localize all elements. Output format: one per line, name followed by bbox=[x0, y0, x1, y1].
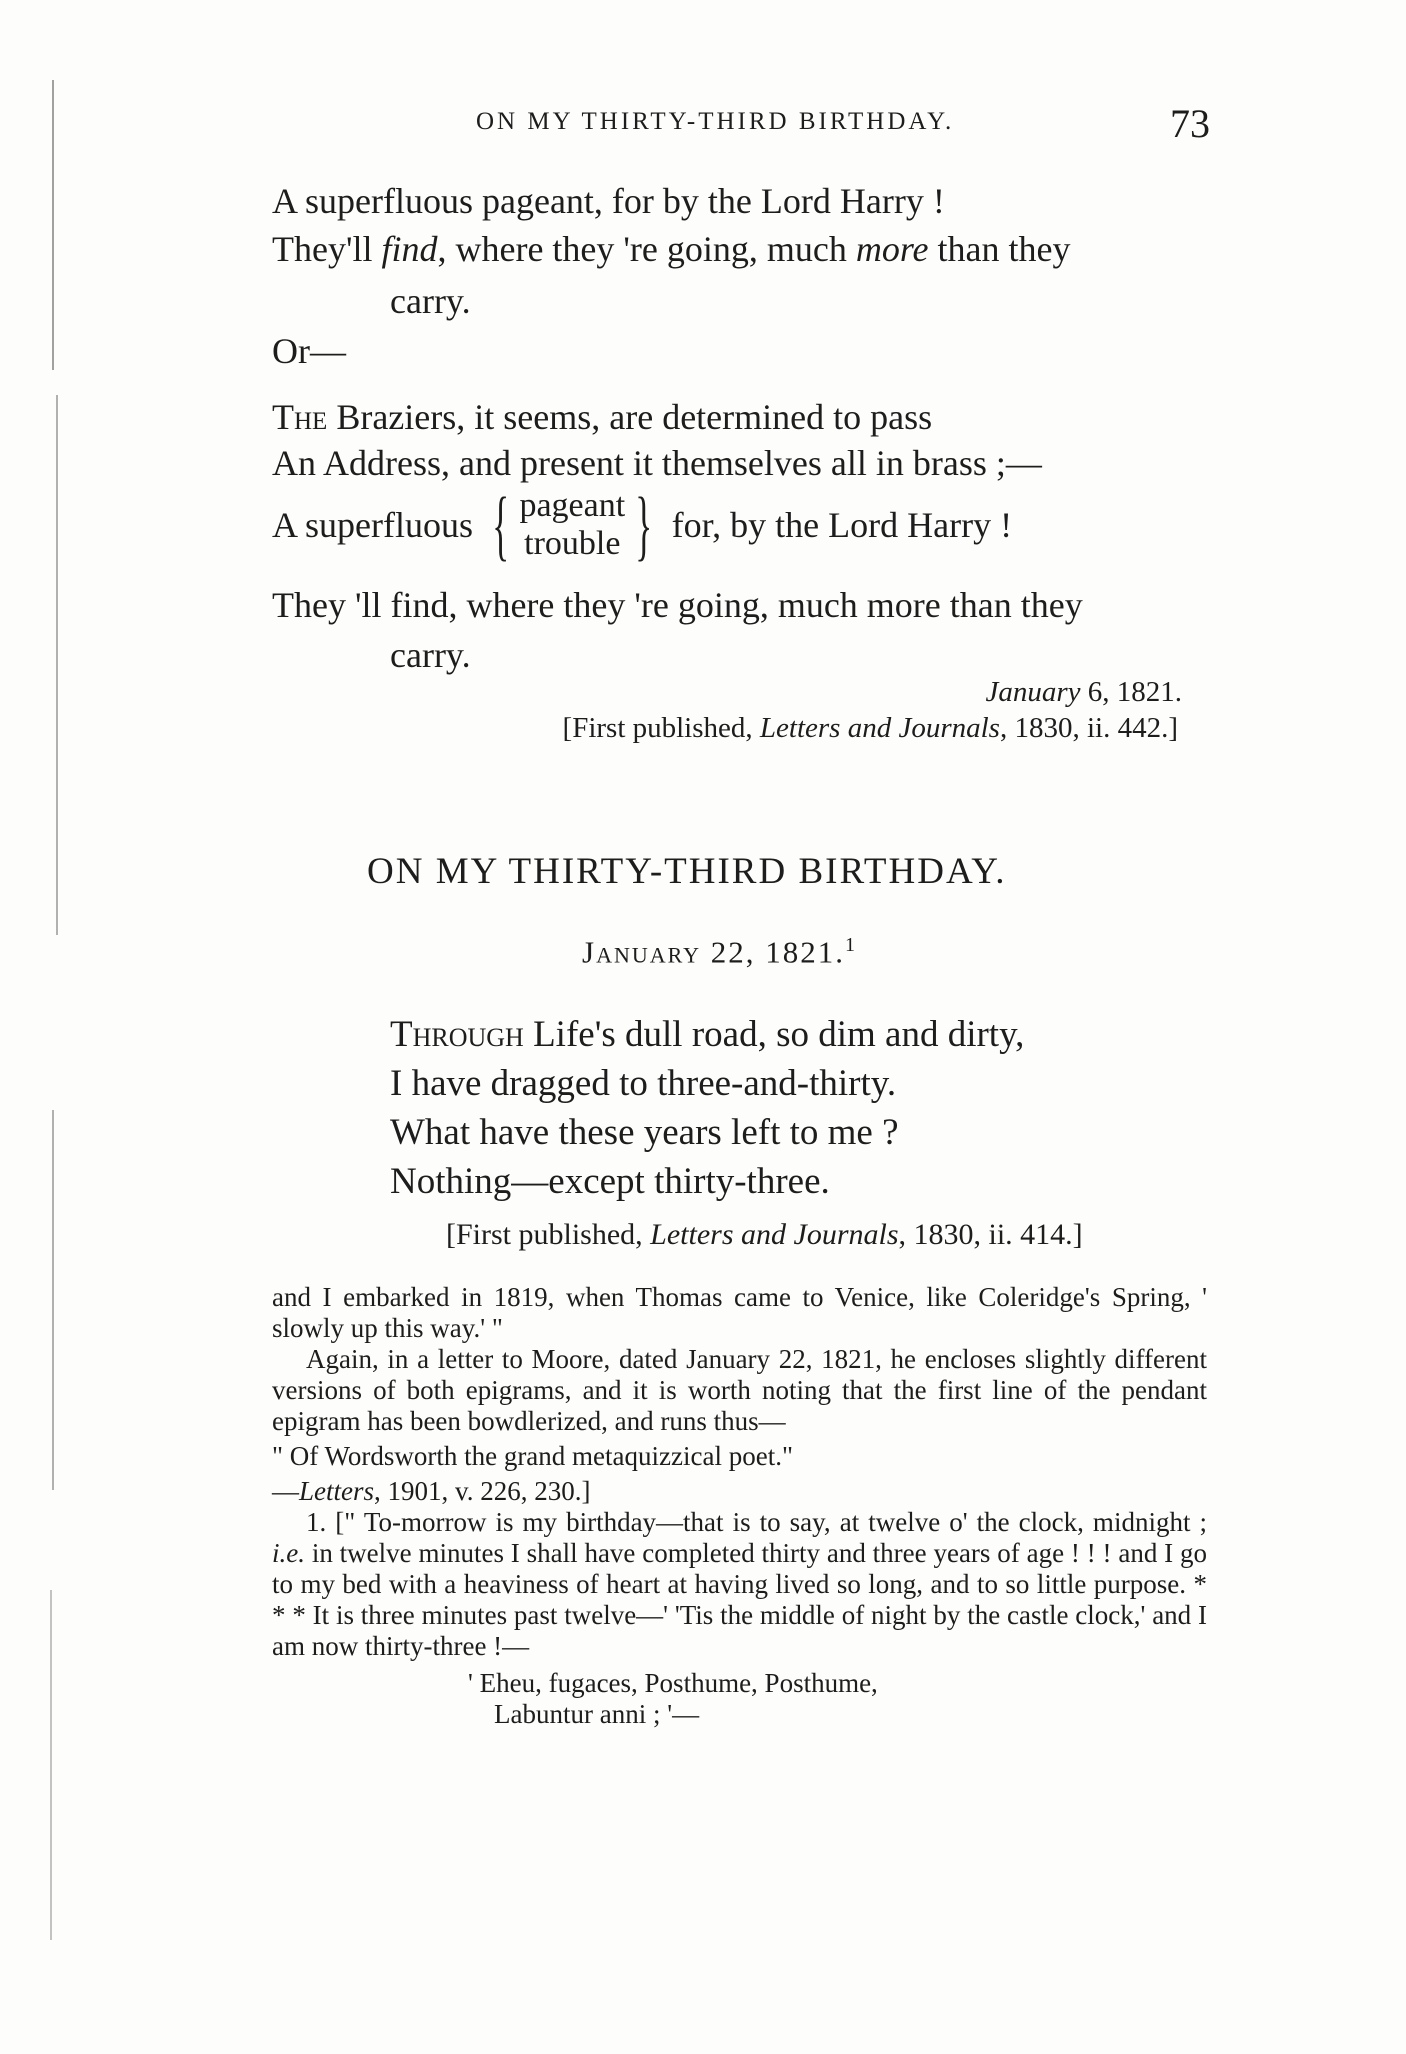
verse1-emph-more: more bbox=[855, 229, 929, 269]
verse2-line1-smallcaps: The bbox=[272, 397, 328, 437]
margin-mark bbox=[52, 1110, 54, 1490]
verse1-line2-e: than they bbox=[928, 229, 1071, 269]
poem-date-text: January 22, 1821. bbox=[582, 934, 845, 970]
note-ref-c: , 1901, v. 226, 230.] bbox=[374, 1476, 591, 1506]
verse2-publication bbox=[563, 712, 1178, 745]
verse1-line2-a: They'll bbox=[272, 229, 382, 269]
alternatives-stack bbox=[519, 487, 625, 563]
note-ref-a: — bbox=[272, 1476, 299, 1506]
footnote-marker: 1 bbox=[844, 934, 857, 956]
notes-section bbox=[272, 1282, 1207, 1730]
poem-line1 bbox=[390, 1010, 1024, 1059]
note-paragraph-1: and I embarked in 1819, when Thomas came to Venice, like Coleridge's Spring, ' slowly up this way.' " bbox=[272, 1282, 1207, 1343]
poem-pub-c: , 1830, ii. 414.] bbox=[898, 1218, 1083, 1251]
verse2-pub-c: , 1830, ii. 442.] bbox=[999, 712, 1178, 744]
footnote-1-c: in twelve minutes I shall have completed thirty and three years of age ! ! ! and I go to my bed with a heaviness of heart at having lived so long, and to so little purpose. * * * It is three minutes past twelve—' 'Tis the middle of night by the castle clock,' and I am now thirty-three !— bbox=[272, 1538, 1207, 1661]
margin-mark bbox=[52, 80, 54, 370]
poem-line4: Nothing—except thirty-three. bbox=[390, 1161, 830, 1202]
verse2-date bbox=[985, 676, 1182, 709]
verse1-line2-c: , where they 're going, much bbox=[437, 229, 856, 269]
verse2-date-month: January bbox=[985, 676, 1081, 708]
poem-line3: What have these years left to me ? bbox=[390, 1112, 899, 1153]
verse1-emph-find: find bbox=[381, 229, 438, 269]
verse2-line3 bbox=[272, 481, 1013, 570]
poem-line1-smallcaps: Through bbox=[390, 1014, 524, 1055]
verse1-line3: carry. bbox=[390, 281, 471, 321]
latin-line-1: ' Eheu, fugaces, Posthume, Posthume, bbox=[468, 1668, 878, 1698]
verse2-line5: carry. bbox=[390, 635, 471, 675]
note-paragraph-2: Again, in a letter to Moore, dated January 22, 1821, he encloses slightly different versions of both epigrams, and it is worth noting that the first line of the pendant epigram has been bowdlerized, and runs thus— bbox=[272, 1344, 1207, 1436]
margin-mark bbox=[50, 1590, 52, 1940]
left-brace: { bbox=[492, 481, 510, 568]
verse2-date-rest: 6, 1821. bbox=[1080, 676, 1182, 708]
page-number: 73 bbox=[1170, 101, 1210, 146]
verse1-or: Or— bbox=[272, 331, 346, 371]
poem-line1-rest: Life's dull road, so dim and dirty, bbox=[523, 1014, 1025, 1055]
running-title: ON MY THIRTY-THIRD BIRTHDAY. bbox=[476, 108, 955, 135]
note-ref-title: Letters bbox=[299, 1476, 375, 1506]
right-brace: } bbox=[635, 481, 653, 568]
footnote-1-a: 1. [" To-morrow is my birthday—that is to say, at twelve o' the clock, midnight ; bbox=[306, 1507, 1207, 1537]
poem-line2: I have dragged to three-and-thirty. bbox=[390, 1063, 897, 1104]
note-reference bbox=[272, 1476, 1207, 1507]
alternative-trouble: trouble bbox=[524, 525, 621, 562]
footnote-1 bbox=[272, 1507, 1207, 1662]
verse1-line2 bbox=[272, 226, 1070, 272]
poem-date bbox=[582, 934, 857, 970]
poem-publication bbox=[446, 1218, 1083, 1252]
verse2-line3-a: A superfluous bbox=[272, 505, 482, 545]
verse2-line1-rest: Braziers, it seems, are determined to pass bbox=[327, 397, 933, 437]
footnote-1-ie: i.e. bbox=[272, 1538, 305, 1568]
verse1-line1: A superfluous pageant, for by the Lord Harry ! bbox=[272, 181, 945, 221]
verse2-line2: An Address, and present it themselves all in brass ;— bbox=[272, 443, 1042, 483]
note-quote: " Of Wordsworth the grand metaquizzical poet." bbox=[272, 1441, 793, 1471]
alternative-pageant: pageant bbox=[519, 487, 626, 524]
poem-title: ON MY THIRTY-THIRD BIRTHDAY. bbox=[367, 851, 1007, 892]
verse2-pub-a: [First published, bbox=[562, 712, 760, 744]
verse2-line3-b: for, by the Lord Harry ! bbox=[662, 505, 1013, 545]
poem-pub-a: [First published, bbox=[446, 1218, 651, 1251]
margin-mark bbox=[56, 395, 58, 935]
verse2-pub-title: Letters and Journals bbox=[759, 712, 1000, 744]
verse2-line4: They 'll find, where they 're going, much more than they bbox=[272, 585, 1083, 625]
verse2-line1 bbox=[272, 394, 932, 440]
poem-pub-title: Letters and Journals bbox=[650, 1218, 899, 1251]
latin-line-2: Labuntur anni ; '— bbox=[494, 1699, 700, 1729]
